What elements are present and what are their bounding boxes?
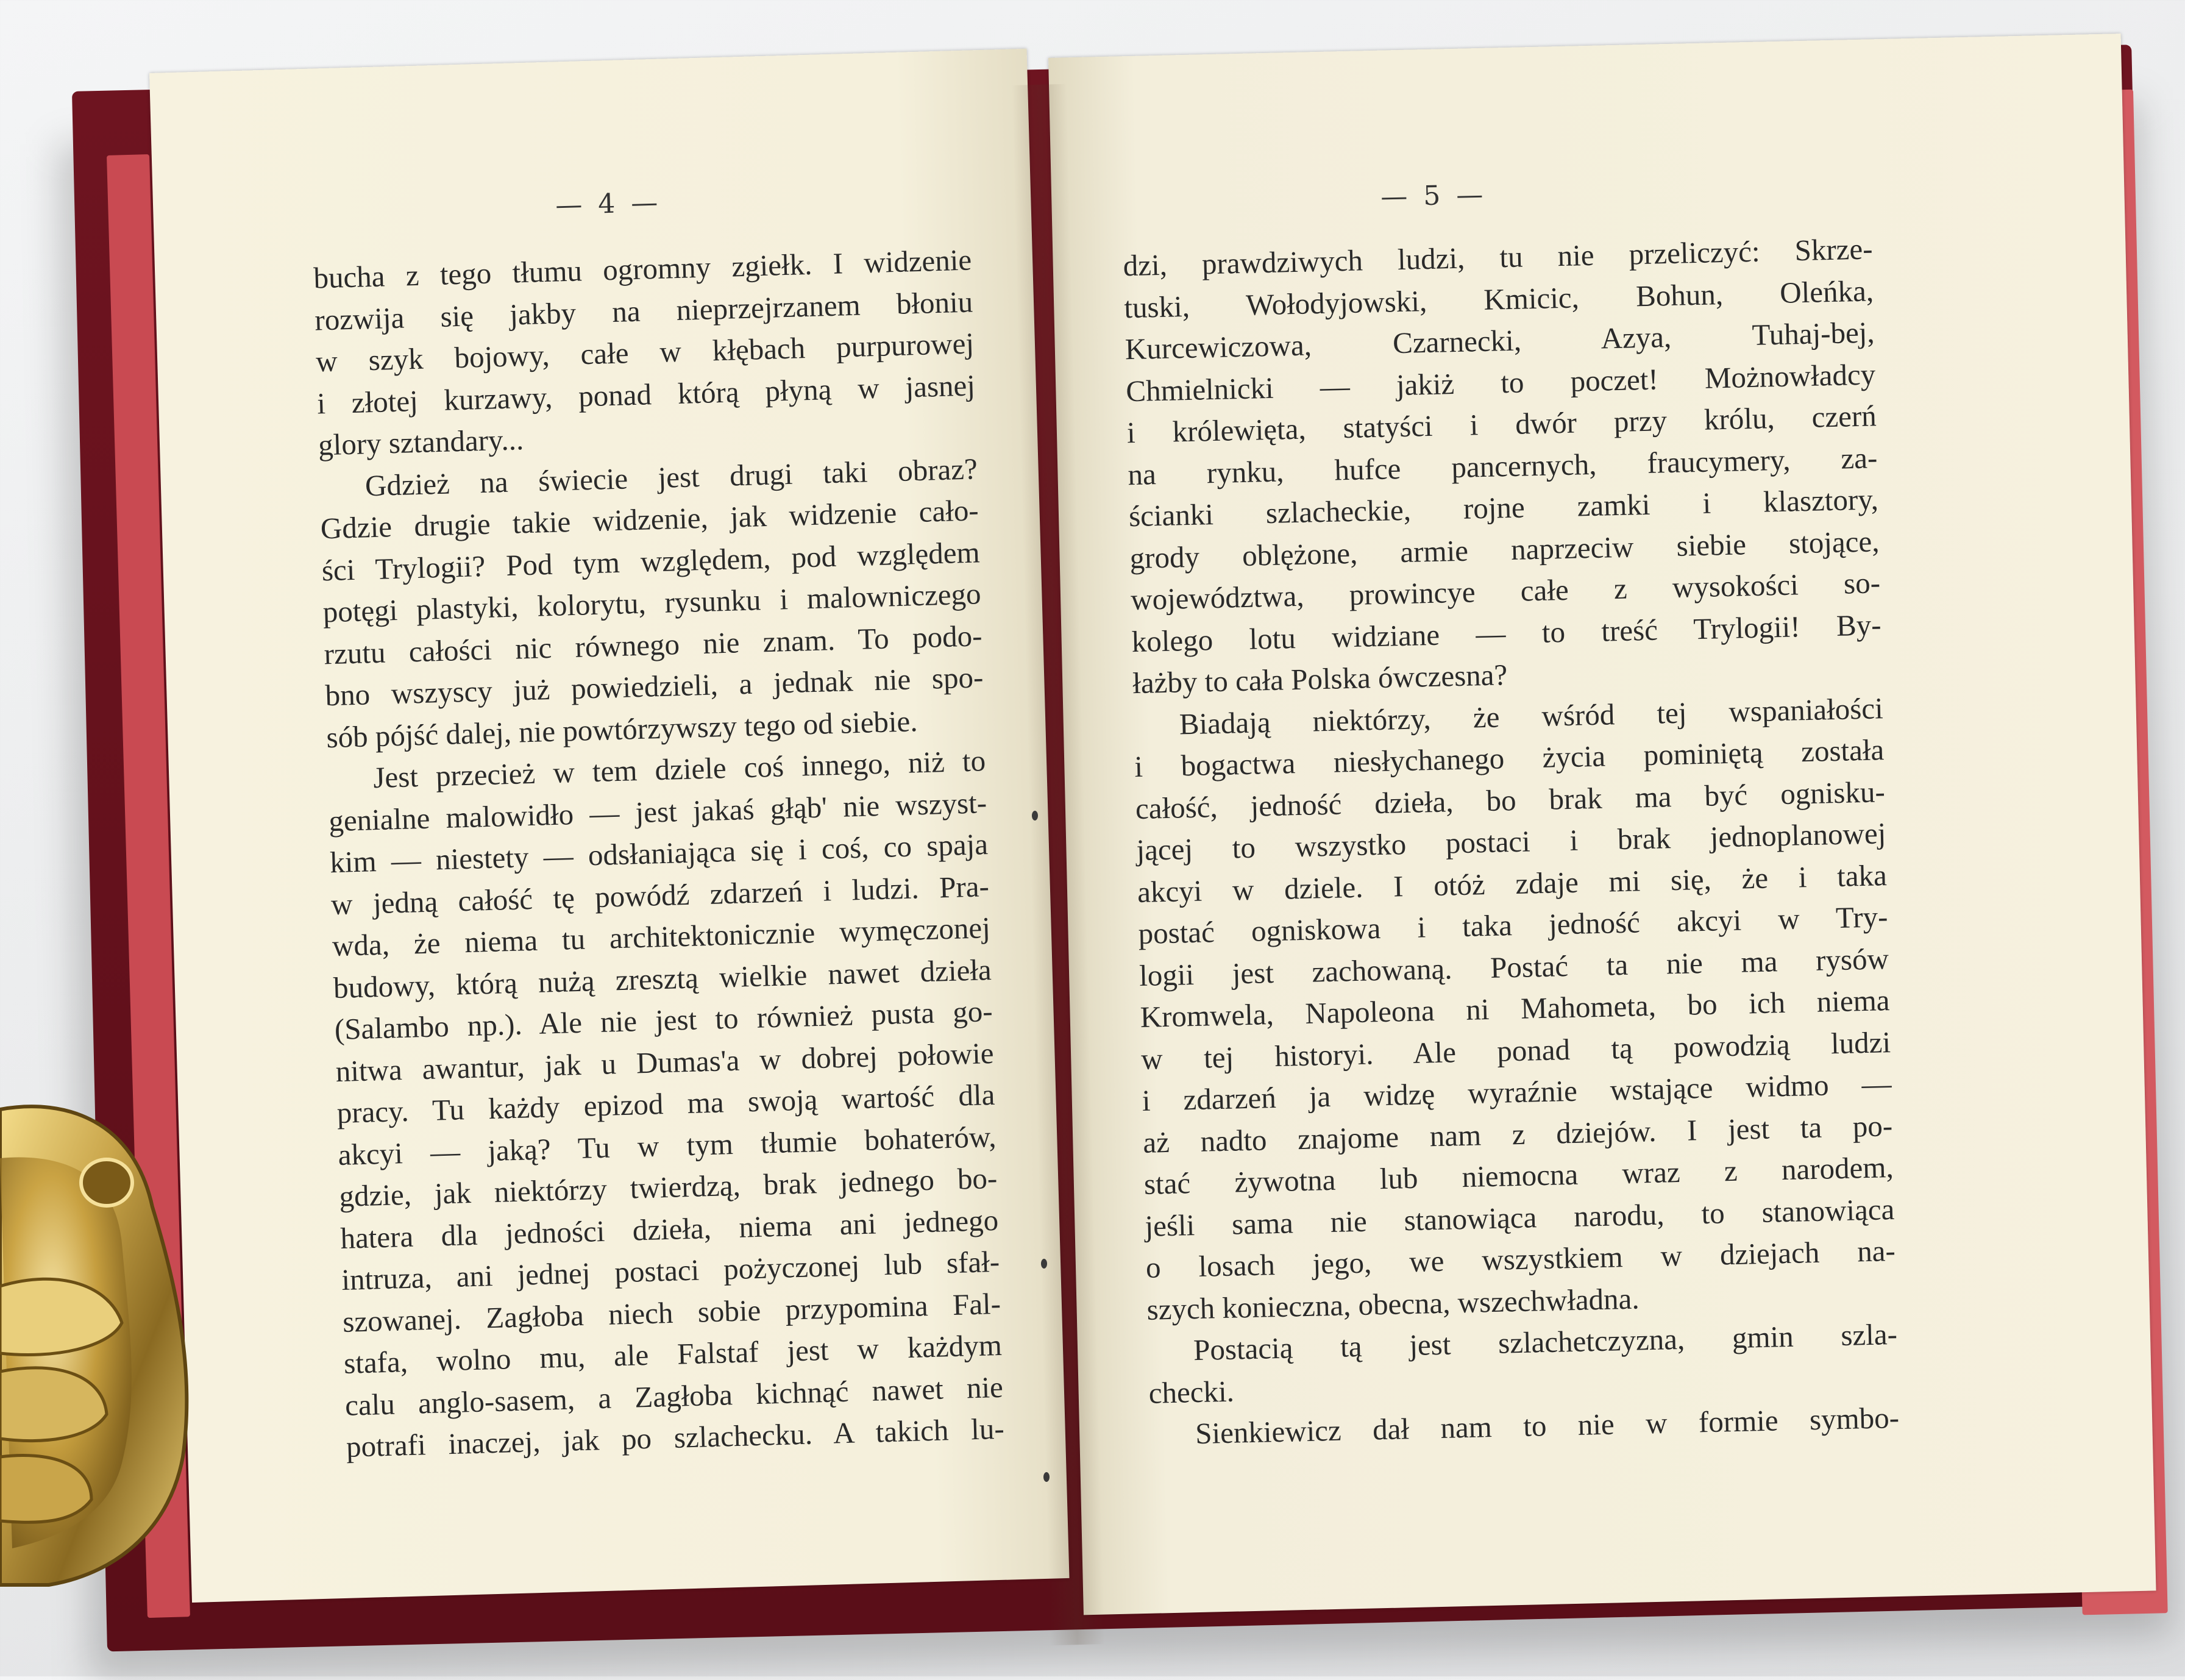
- text-line: rozwija się jakby na nieprzejrzanem błoniu: [314, 284, 973, 337]
- text-line: nitwa awantur, jak u Dumas'a w dobrej połowie: [335, 1036, 995, 1088]
- text-line: potrafi inaczej, jak po szlachecku. A takich lu-: [346, 1411, 1005, 1464]
- text-line: glory sztandary...: [318, 422, 524, 462]
- text-line: hatera dla jedności dzieła, niema ani jednego: [339, 1203, 999, 1255]
- text-line: sób pójść dalej, nie powtórzywszy tego od siebie.: [325, 703, 918, 754]
- text-line: w szyk bojowy, całe w kłębach purpurowej: [315, 326, 975, 379]
- text-line: tuski, Wołodyjowski, Kmicic, Bohun, Oleńka,: [1123, 273, 1874, 324]
- text-line: na rynku, hufce pancernych, fraucymery, za-: [1127, 440, 1878, 491]
- text-line: ścianki szlacheckie, rojne zamki i klasztory,: [1128, 482, 1879, 533]
- text-line: kim — niestety — odsłaniająca się i coś, co spaja: [329, 827, 989, 880]
- text-line: Gdzież na świecie jest drugi taki obraz?: [364, 451, 978, 502]
- page-body-text: [1123, 228, 1900, 1456]
- text-line: jącej to wszystko postaci i brak jednoplanowej: [1135, 816, 1886, 867]
- text-line: rzutu całości nic równego nie znam. To podo-: [323, 618, 983, 671]
- text-line: checki.: [1148, 1374, 1235, 1410]
- text-line: Biadają niektórzy, że wśród tej wspaniałości: [1179, 691, 1884, 741]
- text-line: dzi, prawdziwych ludzi, tu nie przeliczyć: Skrze-: [1123, 232, 1874, 283]
- text-line: (Salambo np.). Ale nie jest to również pusta go-: [334, 994, 993, 1047]
- text-line: szowanej. Zagłoba niech sobie przypomina Fal-: [342, 1286, 1001, 1339]
- text-line: całość, jedność dzieła, bo brak ma być ognisku-: [1135, 774, 1886, 825]
- text-line: intruza, ani jednej postaci pożyczonej lub sfał-: [341, 1244, 1000, 1297]
- text-line: i zdarzeń ja widzę wyraźnie wstające widmo —: [1142, 1067, 1892, 1117]
- left-page: [149, 49, 1070, 1603]
- text-line: i bogactwa niesłychanego życia pominiętą została: [1134, 733, 1885, 784]
- text-line: gdzie, jak niektórzy twierdzą, brak jednego bo-: [338, 1161, 998, 1214]
- text-line: calu anglo-sasem, a Zagłoba kichnąć nawet nie: [344, 1370, 1004, 1422]
- text-line: w jedną całość tę powódź zdarzeń i ludzi. Pra-: [330, 869, 990, 921]
- brass-page-holder: [0, 1085, 232, 1591]
- text-line: Chmielnicki — jakiż to poczet! Możnowładcy: [1125, 357, 1876, 408]
- text-line: akcyi — jaką? Tu w tym tłumie bohaterów,: [337, 1119, 997, 1172]
- text-line: jeśli sama nie stanowiąca narodu, to stanowiąca: [1144, 1192, 1895, 1243]
- text-line: bno wszyscy już powiedzieli, a jednak nie spo-: [324, 660, 984, 713]
- text-line: akcyi w dziele. I otóż zdaje mi się, że i taka: [1137, 858, 1888, 909]
- page-number: — 4 —: [555, 187, 662, 221]
- text-line: grody oblężone, armie naprzeciw siebie stojące,: [1129, 524, 1880, 575]
- right-page: [1048, 34, 2156, 1615]
- text-line: Kurcewiczowa, Czarnecki, Azya, Tuhaj-bej,: [1124, 315, 1875, 366]
- page-number: — 5 —: [1380, 179, 1487, 213]
- text-line: bucha z tego tłumu ogromny zgiełk. I widzenie: [313, 243, 972, 295]
- text-line: stać żywotna lub niemocna wraz z narodem,: [1143, 1150, 1894, 1201]
- text-line: logii jest zachowaną. Postać ta nie ma rysów: [1139, 941, 1889, 992]
- text-line: budowy, którą nużą zresztą wielkie nawet dzieła: [333, 952, 992, 1005]
- text-line: Sienkiewicz dał nam to nie w formie symbo-: [1195, 1400, 1900, 1451]
- text-line: i złotej kurzawy, ponad którą płyną w jasnej: [316, 368, 976, 421]
- text-line: Kromwela, Napoleona ni Mahometa, bo ich niema: [1140, 983, 1891, 1034]
- page-body-text: [313, 239, 1005, 1468]
- text-line: pracy. Tu każdy epizod ma swoją wartość dla: [336, 1077, 996, 1130]
- text-line: stafa, wolno mu, ale Falstaf jest w każdym: [343, 1328, 1003, 1380]
- text-line: Jest przecież w tem dziele coś innego, niż to: [372, 744, 986, 795]
- text-line: aż nadto znajome nam z dziejów. I jest ta po-: [1142, 1108, 1893, 1159]
- text-line: łażby to cała Polska ówczesna?: [1132, 658, 1508, 700]
- text-line: o losach jego, we wszystkiem w dziejach na-: [1145, 1233, 1896, 1284]
- text-line: potęgi plastyki, kolorytu, rysunku i malowniczego: [322, 577, 982, 629]
- text-line: i królewięta, statyści i dwór przy królu, czerń: [1126, 399, 1877, 450]
- text-line: szych konieczna, obecna, wszechwładna.: [1146, 1281, 1640, 1326]
- text-line: postać ogniskowa i taka jedność akcyi w Try-: [1138, 900, 1888, 951]
- text-line: ści Trylogii? Pod tym względem, pod względem: [321, 535, 981, 587]
- text-line: w tej historyi. Ale ponad tą powodzią ludzi: [1140, 1025, 1891, 1076]
- text-line: Postacią tą jest szlachetczyzna, gmin szla-: [1193, 1317, 1898, 1367]
- text-line: kolego lotu widziane — to treść Trylogii! By-: [1131, 607, 1882, 658]
- text-line: Gdzie drugie takie widzenie, jak widzenie cało-: [320, 493, 979, 546]
- text-line: województwa, prowincye całe z wysokości so-: [1130, 566, 1881, 617]
- text-line: genialne malowidło — jest jakaś głąb' nie wszyst-: [328, 785, 987, 838]
- text-line: wda, że niema tu architektonicznie wymęczonej: [332, 911, 991, 963]
